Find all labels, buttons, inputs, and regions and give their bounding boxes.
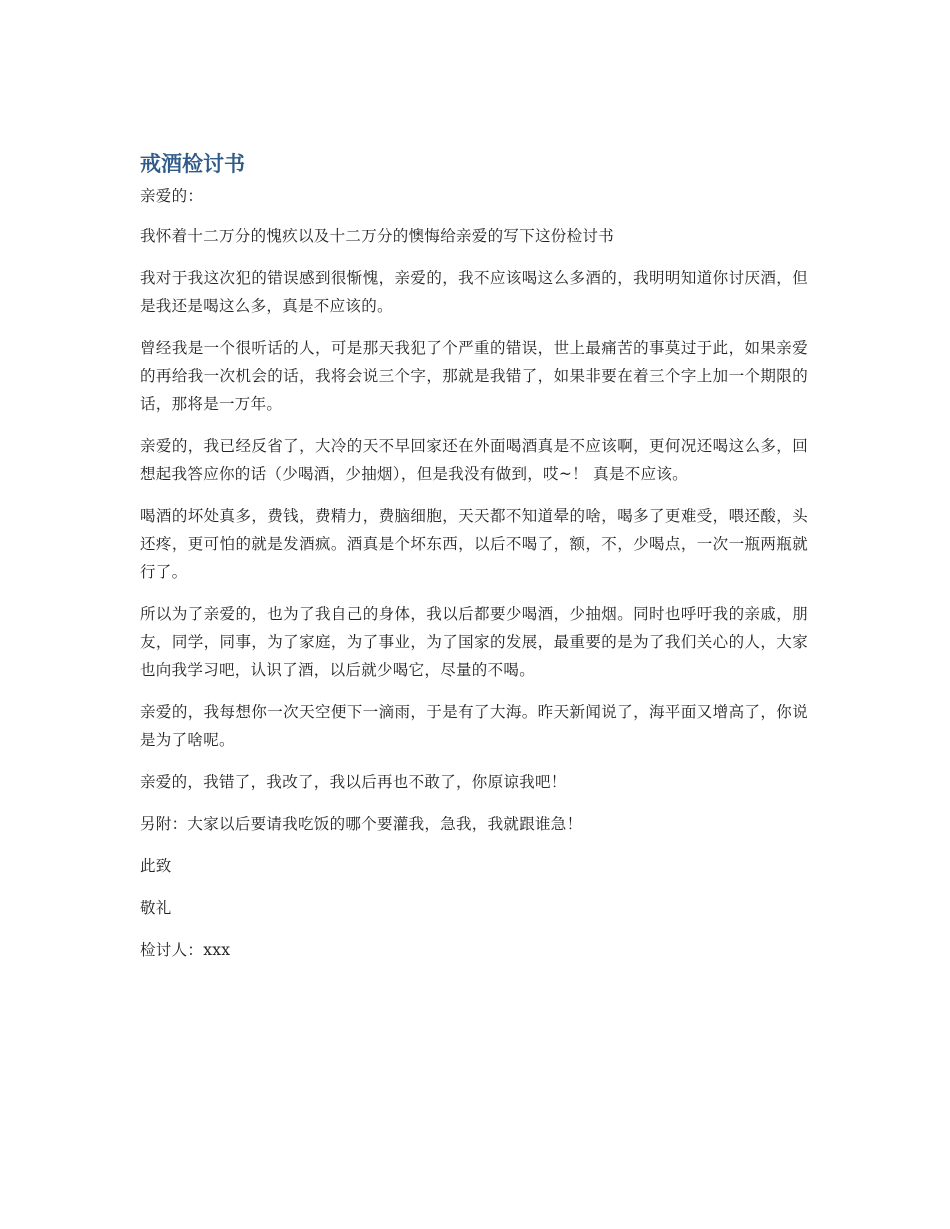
paragraph-postscript: 另附：大家以后要请我吃饭的哪个要灌我，急我，我就跟谁急！	[140, 815, 583, 833]
paragraph-reflection: 亲爱的，我已经反省了，大冷的天不早回家还在外面喝酒真是不应该啊，更何况还喝这么多，回想起我答应你的话（少喝酒，少抽烟），但是我没有做到，哎~！ 真是不应该。	[140, 437, 808, 483]
document-page	[140, 148, 808, 978]
paragraph-apology: 我对于我这次犯的错误感到很惭愧，亲爱的，我不应该喝这么多酒的，我明明知道你讨厌酒，但是我还是喝这么多，真是不应该的。	[140, 269, 808, 315]
closing-line-1: 此致	[140, 857, 172, 875]
paragraph-appeal: 所以为了亲爱的，也为了我自己的身体，我以后都要少喝酒，少抽烟。同时也呼吁我的亲戚，朋友，同学，同事，为了家庭，为了事业，为了国家的发展，最重要的是为了我们关心的人，大家也向我学习吧，认识了酒，以后就少喝它，尽量的不喝。	[140, 605, 808, 679]
paragraph-forgive: 亲爱的，我错了，我改了，我以后再也不敢了，你原谅我吧！	[140, 773, 567, 791]
paragraph-missing-you: 亲爱的，我每想你一次天空便下一滴雨，于是有了大海。昨天新闻说了，海平面又增高了，你说是为了啥呢。	[140, 703, 808, 749]
salutation: 亲爱的：	[140, 187, 204, 205]
signature: 检讨人：xxx	[140, 941, 231, 959]
paragraph-mistake: 曾经我是一个很听话的人，可是那天我犯了个严重的错误，世上最痛苦的事莫过于此，如果亲爱的再给我一次机会的话，我将会说三个字，那就是我错了，如果非要在着三个字上加一个期限的话，那将是一万年。	[140, 339, 808, 413]
paragraph-harms: 喝酒的坏处真多，费钱，费精力，费脑细胞，天天都不知道晕的啥，喝多了更难受，喂还酸，头还疼，更可怕的就是发酒疯。酒真是个坏东西，以后不喝了，额，不，少喝点，一次一瓶两瓶就行了。	[140, 507, 808, 581]
closing-line-2: 敬礼	[140, 899, 172, 917]
paragraph-intro: 我怀着十二万分的愧疚以及十二万分的懊悔给亲爱的写下这份检讨书	[140, 227, 615, 245]
document-title: 戒酒检讨书	[140, 152, 245, 176]
